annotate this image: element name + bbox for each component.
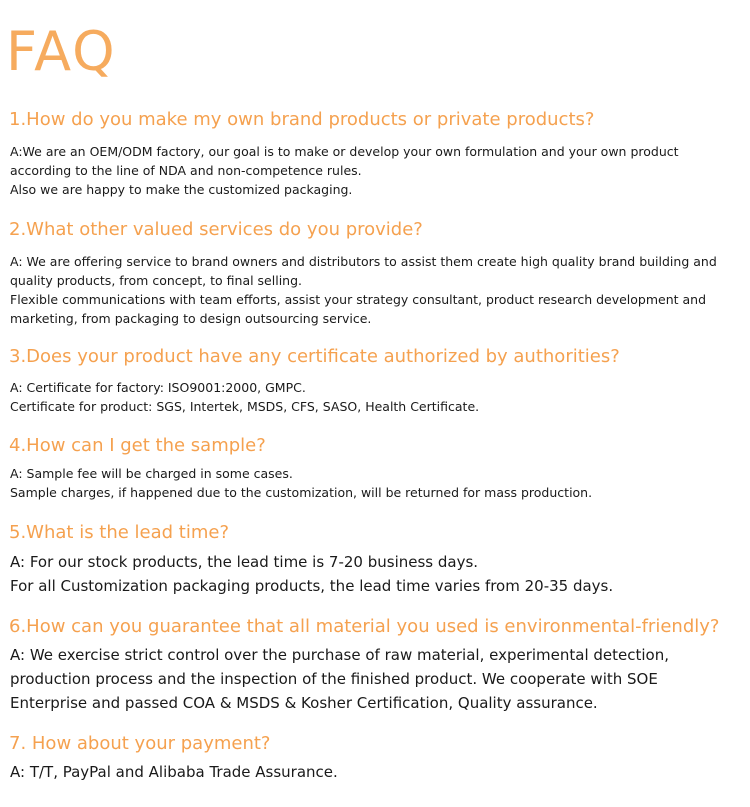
faq-answer-1: A:We are an OEM/ODM factory, our goal is to make or develop your own formulation and your own product according to the line of NDA and non-competence rules. Also we are happy to make the customized packaging. (10, 144, 679, 197)
faq-question-3: 3.Does your product have any certificate authorized by authorities? (9, 346, 620, 367)
faq-answer-4: A: Sample fee will be charged in some cases. Sample charges, if happened due to the customization, will be returned for mass production. (10, 466, 593, 500)
faq-answer-5: A: For our stock products, the lead time is 7-20 business days. For all Customization packaging products, the lead time varies from 20-35 days. (10, 553, 614, 595)
faq-question-2: 2.What other valued services do you provide? (9, 219, 423, 240)
faq-question-4: 4.How can I get the sample? (9, 435, 266, 456)
faq-answer-6: A: We exercise strict control over the purchase of raw material, experimental detection, production process and the inspection of the finished product. We cooperate with SOE Enterprise and passed COA & MSDS & Kosher Certification, Quality assurance. (10, 646, 670, 712)
faq-answer-7: A: T/T, PayPal and Alibaba Trade Assurance. (10, 763, 338, 781)
faq-question-7: 7. How about your payment? (9, 733, 271, 754)
page-title: FAQ (6, 20, 117, 83)
faq-question-5: 5.What is the lead time? (9, 522, 230, 543)
faq-question-6: 6.How can you guarantee that all material you used is environmental-friendly? (9, 616, 720, 637)
faq-answer-3: A: Certificate for factory: ISO9001:2000, GMPC. Certificate for product: SGS, Intertek, MSDS, CFS, SASO, Health Certificate. (10, 380, 480, 414)
faq-answer-2: A: We are offering service to brand owners and distributors to assist them create high quality brand building and quality products, from concept, to final selling. Flexible communications with team efforts, assist your strategy consultant, product research development and marketing, from packaging to design outsourcing service. (10, 254, 717, 326)
faq-question-1: 1.How do you make my own brand products or private products? (9, 109, 595, 130)
